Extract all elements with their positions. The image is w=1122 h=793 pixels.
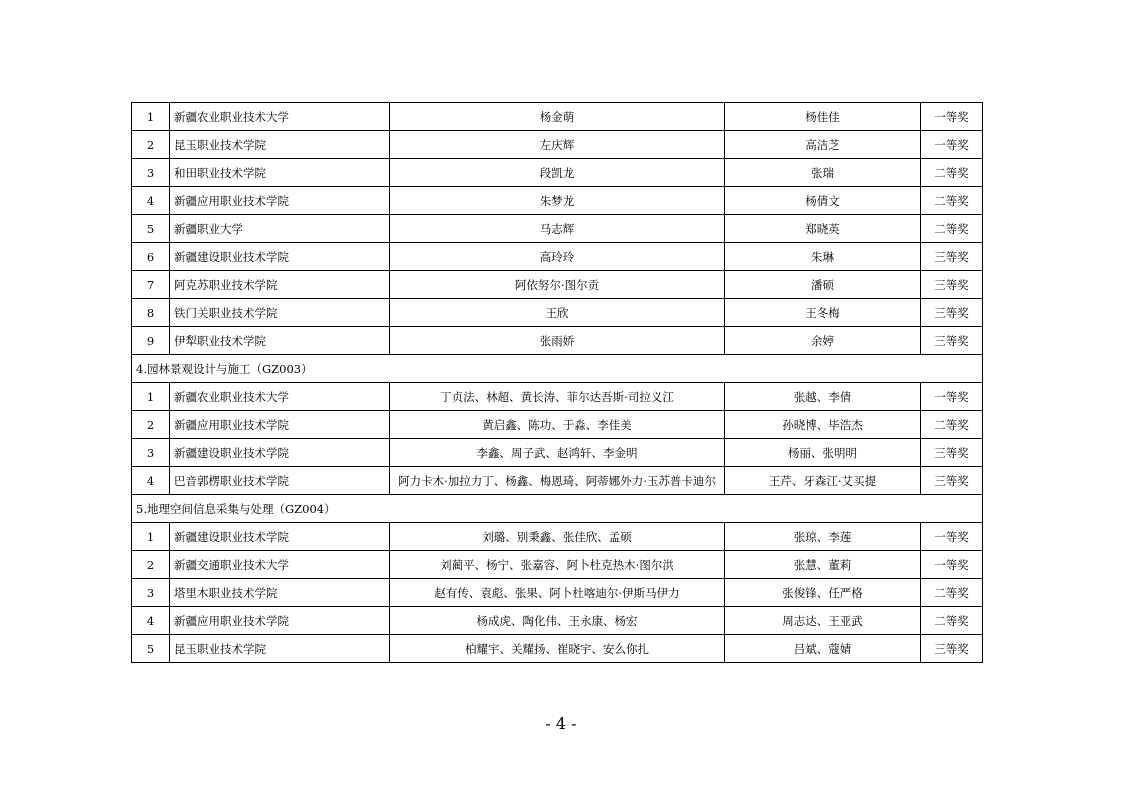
award-level-cell: 三等奖: [921, 243, 983, 271]
table-row: [132, 635, 983, 663]
table-row: [132, 243, 983, 271]
award-level-cell: 二等奖: [921, 215, 983, 243]
page-number: - 4 -: [545, 714, 577, 733]
students-cell: 丁贞法、林超、黄长涛、菲尔达吾斯·司拉义江: [390, 383, 725, 411]
rank-number-cell: 5: [132, 635, 170, 663]
school-name-cell: 塔里木职业技术学院: [170, 579, 390, 607]
award-level-cell: 二等奖: [921, 187, 983, 215]
teachers-cell: 张越、李倩: [725, 383, 921, 411]
teachers-cell: 郑晓英: [725, 215, 921, 243]
rank-number-cell: 3: [132, 439, 170, 467]
students-cell: 赵有传、袁彪、张果、阿卜杜喀迪尔·伊斯马伊力: [390, 579, 725, 607]
school-name-cell: 新疆交通职业技术大学: [170, 551, 390, 579]
table-row: [132, 523, 983, 551]
school-name-cell: 新疆职业大学: [170, 215, 390, 243]
section-header-row: [132, 495, 983, 523]
table-row: [132, 439, 983, 467]
rank-number-cell: 3: [132, 159, 170, 187]
teachers-cell: 杨丽、张明明: [725, 439, 921, 467]
award-level-cell: 三等奖: [921, 327, 983, 355]
section-title: 5.地理空间信息采集与处理（GZ004）: [132, 495, 983, 523]
students-cell: 高玲玲: [390, 243, 725, 271]
teachers-cell: 高洁芝: [725, 131, 921, 159]
rank-number-cell: 4: [132, 467, 170, 495]
award-level-cell: 二等奖: [921, 579, 983, 607]
teachers-cell: 张瑞: [725, 159, 921, 187]
teachers-cell: 吕斌、蔻婧: [725, 635, 921, 663]
students-cell: 马志辉: [390, 215, 725, 243]
teachers-cell: 潘硕: [725, 271, 921, 299]
school-name-cell: 巴音郭楞职业技术学院: [170, 467, 390, 495]
table-row: [132, 607, 983, 635]
award-level-cell: 二等奖: [921, 607, 983, 635]
school-name-cell: 新疆建设职业技术学院: [170, 439, 390, 467]
students-cell: 刘璐、别秉鑫、张佳欣、孟硕: [390, 523, 725, 551]
table-row: [132, 131, 983, 159]
teachers-cell: 杨倩文: [725, 187, 921, 215]
teachers-cell: 张慧、董莉: [725, 551, 921, 579]
teachers-cell: 张俊锋、任严格: [725, 579, 921, 607]
students-cell: 阿依努尔·图尔贡: [390, 271, 725, 299]
school-name-cell: 新疆农业职业技术大学: [170, 383, 390, 411]
school-name-cell: 新疆应用职业技术学院: [170, 607, 390, 635]
school-name-cell: 新疆建设职业技术学院: [170, 523, 390, 551]
rank-number-cell: 1: [132, 103, 170, 131]
students-cell: 黄启鑫、陈功、于淼、李佳美: [390, 411, 725, 439]
students-cell: 李鑫、周子武、赵鸿轩、李金明: [390, 439, 725, 467]
award-level-cell: 三等奖: [921, 635, 983, 663]
school-name-cell: 阿克苏职业技术学院: [170, 271, 390, 299]
table-row: [132, 467, 983, 495]
award-level-cell: 一等奖: [921, 383, 983, 411]
rank-number-cell: 6: [132, 243, 170, 271]
table-row: [132, 159, 983, 187]
rank-number-cell: 3: [132, 579, 170, 607]
rank-number-cell: 8: [132, 299, 170, 327]
award-level-cell: 二等奖: [921, 411, 983, 439]
table-row: [132, 215, 983, 243]
students-cell: 杨成虎、陶化伟、王永康、杨宏: [390, 607, 725, 635]
award-level-cell: 二等奖: [921, 159, 983, 187]
table-row: [132, 551, 983, 579]
students-cell: 刘蔺平、杨宁、张嘉容、阿卜杜克热木·图尔洪: [390, 551, 725, 579]
rank-number-cell: 1: [132, 383, 170, 411]
table-row: [132, 103, 983, 131]
table-row: [132, 579, 983, 607]
rank-number-cell: 2: [132, 551, 170, 579]
teachers-cell: 孙晓博、毕浩杰: [725, 411, 921, 439]
rank-number-cell: 4: [132, 187, 170, 215]
rank-number-cell: 2: [132, 411, 170, 439]
teachers-cell: 王冬梅: [725, 299, 921, 327]
awards-table: [131, 102, 983, 663]
teachers-cell: 周志达、王亚武: [725, 607, 921, 635]
award-level-cell: 一等奖: [921, 131, 983, 159]
school-name-cell: 和田职业技术学院: [170, 159, 390, 187]
school-name-cell: 昆玉职业技术学院: [170, 635, 390, 663]
table-row: [132, 299, 983, 327]
table-row: [132, 327, 983, 355]
rank-number-cell: 7: [132, 271, 170, 299]
students-cell: 柏耀宇、关耀扬、崔晓宇、安么你扎: [390, 635, 725, 663]
school-name-cell: 新疆应用职业技术学院: [170, 411, 390, 439]
teachers-cell: 张琼、李莲: [725, 523, 921, 551]
award-level-cell: 三等奖: [921, 299, 983, 327]
teachers-cell: 王芹、牙森江·艾买提: [725, 467, 921, 495]
table-row: [132, 383, 983, 411]
teachers-cell: 杨佳佳: [725, 103, 921, 131]
school-name-cell: 新疆农业职业技术大学: [170, 103, 390, 131]
students-cell: 王欣: [390, 299, 725, 327]
school-name-cell: 伊犁职业技术学院: [170, 327, 390, 355]
rank-number-cell: 9: [132, 327, 170, 355]
award-level-cell: 一等奖: [921, 551, 983, 579]
award-level-cell: 三等奖: [921, 467, 983, 495]
awards-table-body: [132, 103, 983, 663]
students-cell: 阿力卡木·加拉力丁、杨鑫、梅恩琦、阿蒂娜外力·玉苏普卡迪尔: [390, 467, 725, 495]
teachers-cell: 朱琳: [725, 243, 921, 271]
rank-number-cell: 1: [132, 523, 170, 551]
students-cell: 左庆辉: [390, 131, 725, 159]
award-level-cell: 一等奖: [921, 103, 983, 131]
students-cell: 段凯龙: [390, 159, 725, 187]
award-level-cell: 一等奖: [921, 523, 983, 551]
rank-number-cell: 5: [132, 215, 170, 243]
award-level-cell: 三等奖: [921, 271, 983, 299]
section-title: 4.园林景观设计与施工（GZ003）: [132, 355, 983, 383]
table-row: [132, 411, 983, 439]
school-name-cell: 昆玉职业技术学院: [170, 131, 390, 159]
award-level-cell: 三等奖: [921, 439, 983, 467]
school-name-cell: 新疆建设职业技术学院: [170, 243, 390, 271]
rank-number-cell: 4: [132, 607, 170, 635]
section-header-row: [132, 355, 983, 383]
table-row: [132, 187, 983, 215]
teachers-cell: 余婷: [725, 327, 921, 355]
students-cell: 杨金萌: [390, 103, 725, 131]
students-cell: 张雨娇: [390, 327, 725, 355]
students-cell: 朱梦龙: [390, 187, 725, 215]
rank-number-cell: 2: [132, 131, 170, 159]
school-name-cell: 新疆应用职业技术学院: [170, 187, 390, 215]
table-row: [132, 271, 983, 299]
school-name-cell: 铁门关职业技术学院: [170, 299, 390, 327]
